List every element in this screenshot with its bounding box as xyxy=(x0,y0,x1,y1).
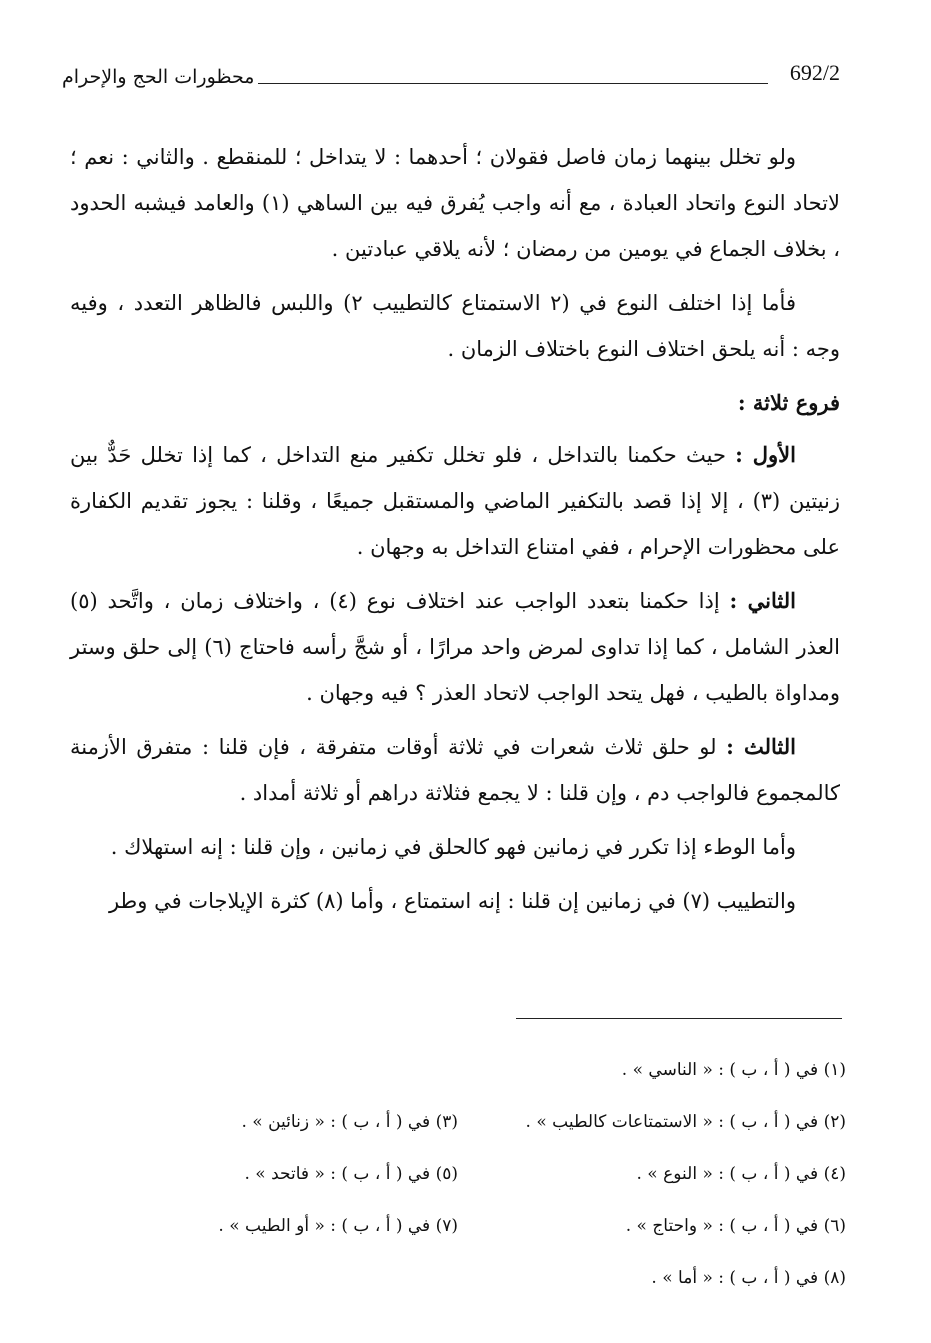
branch-paragraph xyxy=(70,578,840,716)
running-title: محظورات الحج والإحرام xyxy=(62,66,255,88)
branch-text: حيث حكمنا بالتداخل ، فلو تخلل تكفير منع التداخل ، كما إذا تخلل حَدٌّ بين زنيتين (٣) ، إلا إذا قصد بالتكفير الماضي والمستقبل جميعًا ، وقلنا : يجوز تقديم الكفارة على محظورات الإحرام ، ففي امتناع التداخل به وجهان . xyxy=(70,443,840,559)
footnote: (٧) في ( أ ، ب ) : « أو الطيب » . xyxy=(218,1216,458,1236)
paragraph: والتطييب (٧) في زمانين إن قلنا : إنه استمتاع ، وأما (٨) كثرة الإيلاجات في وطر xyxy=(108,889,796,913)
paragraph: فأما إذا اختلف النوع في (٢ الاستمتاع كالتطييب ٢) واللبس فالظاهر التعدد ، وفيه وجه : أنه يلحق اختلاف النوع باختلاف الزمان . xyxy=(70,291,840,361)
footnote-row xyxy=(70,1044,846,1096)
footnote-row xyxy=(70,1252,846,1304)
branch-paragraph xyxy=(70,724,840,816)
paragraph: ولو تخلل بينهما زمان فاصل فقولان ؛ أحدهما : لا يتداخل ؛ للمنقطع . والثاني : نعم ؛ لاتحاد النوع واتحاد العبادة ، مع أنه واجب يُفرق فيه بين الساهي (١) والعامد فيشبه الحدود ، بخلاف الجماع في يومين من رمضان ؛ لأنه يلاقي عبادتين . xyxy=(70,145,841,261)
branch-lead: الثاني : xyxy=(729,588,796,613)
footnote: (٦) في ( أ ، ب ) : « واحتاج » . xyxy=(625,1216,846,1236)
branch-lead: الثالث : xyxy=(726,734,796,759)
footnote-row xyxy=(70,1096,846,1148)
footnote: (٨) في ( أ ، ب ) : « أما » . xyxy=(651,1268,846,1288)
page-header xyxy=(58,56,848,96)
section-heading: فروع ثلاثة : xyxy=(737,390,840,415)
paragraph: وأما الوطء إذا تكرر في زمانين فهو كالحلق في زمانين ، وإن قلنا : إنه استهلاك . xyxy=(110,835,796,859)
page-number: 692/2 xyxy=(789,60,840,85)
footnote: (١) في ( أ ، ب ) : « الناسي » . xyxy=(621,1060,846,1080)
branch-lead: الأول : xyxy=(735,442,796,467)
footnote: (٣) في ( أ ، ب ) : « زنائين » . xyxy=(241,1112,458,1132)
footnote: (٢) في ( أ ، ب ) : « الاستمتاعات كالطيب » . xyxy=(525,1112,846,1132)
footnote-row xyxy=(70,1200,846,1252)
footnote: (٤) في ( أ ، ب ) : « النوع » . xyxy=(636,1164,846,1184)
footnote-row xyxy=(70,1148,846,1200)
branch-text: لو حلق ثلاث شعرات في ثلاثة أوقات متفرقة ، فإن قلنا : متفرق الأزمنة كالمجموع فالواجب دم ، وإن قلنا : لا يجمع فثلاثة دراهم أو ثلاثة أمداد . xyxy=(70,735,840,805)
header-rule xyxy=(258,83,768,84)
footnotes xyxy=(70,1044,846,1304)
branch-text: إذا حكمنا بتعدد الواجب عند اختلاف نوع (٤) ، واختلاف زمان ، واتَّحد (٥) العذر الشامل ، كما إذا تداوى لمرض واحد مرارًا ، أو شجَّ رأسه فاحتاج (٦) إلى حلق وستر ومداواة بالطيب ، فهل يتحد الواجب لاتحاد العذر ؟ فيه وجهان . xyxy=(70,589,840,705)
branch-paragraph xyxy=(70,432,840,570)
footnote-separator xyxy=(516,1018,842,1019)
footnote: (٥) في ( أ ، ب ) : « فاتحد » . xyxy=(244,1164,458,1184)
main-text xyxy=(70,134,840,932)
